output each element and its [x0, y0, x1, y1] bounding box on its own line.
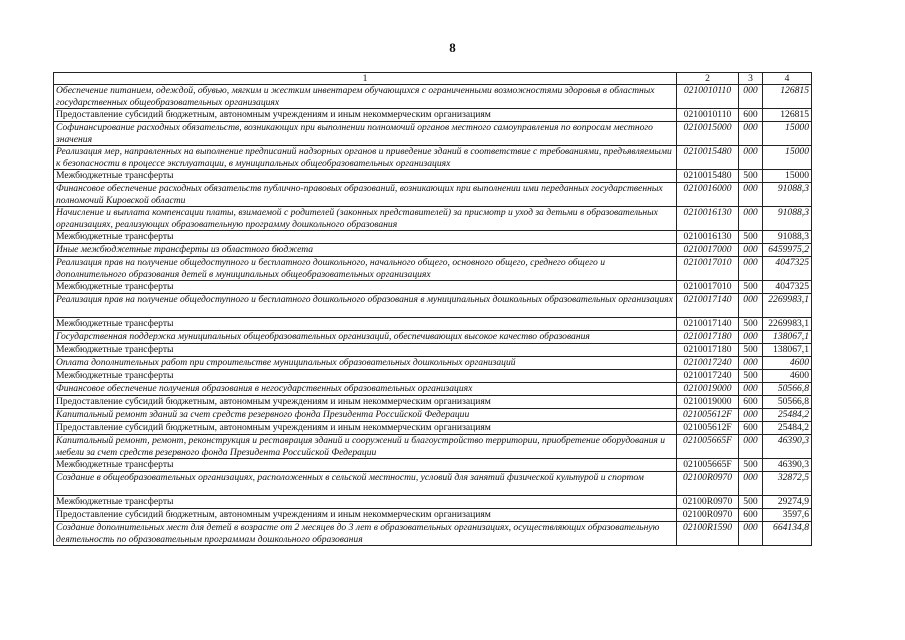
row-code-cell: 0210016130: [677, 231, 739, 244]
row-code-cell: 0210017180: [677, 344, 739, 357]
row-amount-cell: 29274,9: [763, 496, 812, 509]
row-code-cell: 021005665F: [677, 459, 739, 472]
row-name-cell: Реализация прав на получение общедоступного и бесплатного дошкольного, начального общего, основного общего, среднего общего и дополнительного образования детей в муниципальных общеобразовательных организациях: [54, 257, 677, 281]
row-amount-cell: 664134,8: [763, 522, 812, 546]
row-code-cell: 0210017010: [677, 257, 739, 281]
row-code-cell: 021005665F: [677, 435, 739, 459]
row-name-cell: Начисление и выплата компенсации платы, взимаемой с родителей (законных представителей) за присмотр и уход за детьми в образовательных организациях, реализующих образовательную программу дошкольного образования: [54, 207, 677, 231]
row-type-cell: 600: [739, 396, 763, 409]
row-name-cell: Межбюджетные трансферты: [54, 231, 677, 244]
row-type-cell: 500: [739, 318, 763, 331]
budget-table: [53, 72, 812, 546]
table-row: [54, 183, 812, 207]
row-code-cell: 02100R1590: [677, 522, 739, 546]
row-amount-cell: 46390,3: [763, 435, 812, 459]
row-amount-cell: 15000: [763, 122, 812, 146]
table-row: [54, 357, 812, 370]
row-name-cell: Межбюджетные трансферты: [54, 318, 677, 331]
row-name-cell: Иные межбюджетные трансферты из областного бюджета: [54, 244, 677, 257]
row-name-cell: Софинансирование расходных обязательств, возникающих при выполнении полномочий органов местного самоуправления по вопросам местного значения: [54, 122, 677, 146]
row-code-cell: 021005612F: [677, 409, 739, 422]
row-code-cell: 021005612F: [677, 422, 739, 435]
row-type-cell: 000: [739, 472, 763, 496]
row-type-cell: 000: [739, 183, 763, 207]
row-code-cell: 0210019000: [677, 383, 739, 396]
table-row: [54, 85, 812, 109]
row-amount-cell: 91088,3: [763, 183, 812, 207]
table-row: [54, 122, 812, 146]
row-code-cell: 0210015480: [677, 146, 739, 170]
table-row: [54, 318, 812, 331]
row-type-cell: 000: [739, 409, 763, 422]
row-code-cell: 0210015480: [677, 170, 739, 183]
row-name-cell: Создание дополнительных мест для детей в возрасте от 2 месяцев до 3 лет в образовательных организациях, осуществляющих образовательную деятельность по образовательным программам дошкольного образования: [54, 522, 677, 546]
row-code-cell: 0210017180: [677, 331, 739, 344]
row-name-cell: Создание в общеобразовательных организациях, расположенных в сельской местности, условий для занятий физической культурой и спортом: [54, 472, 677, 496]
table-row: [54, 231, 812, 244]
row-type-cell: 000: [739, 257, 763, 281]
column-header-name: 1: [54, 73, 677, 85]
row-name-cell: Межбюджетные трансферты: [54, 170, 677, 183]
row-amount-cell: 2269983,1: [763, 318, 812, 331]
row-name-cell: Реализация мер, направленных на выполнение предписаний надзорных органов и приведение зданий в соответствие с требованиями, предъявляемыми к безопасности в процессе эксплуатации, в муниципальных общеобразовательных организациях: [54, 146, 677, 170]
row-type-cell: 000: [739, 122, 763, 146]
row-amount-cell: 25484,2: [763, 409, 812, 422]
row-code-cell: 02100R0970: [677, 509, 739, 522]
row-amount-cell: 3597,6: [763, 509, 812, 522]
row-type-cell: 000: [739, 146, 763, 170]
row-type-cell: 500: [739, 496, 763, 509]
row-name-cell: Оплата дополнительных работ при строительстве муниципальных образовательных дошкольных организаций: [54, 357, 677, 370]
table-row: [54, 409, 812, 422]
row-name-cell: Капитальный ремонт зданий за счет средств резервного фонда Президента Российской Федерации: [54, 409, 677, 422]
row-name-cell: Обеспечение питанием, одеждой, обувью, мягким и жестким инвентарем обучающихся с ограниченными возможностями здоровья в областных государственных общеобразовательных организациях: [54, 85, 677, 109]
row-type-cell: 500: [739, 170, 763, 183]
row-amount-cell: 138067,1: [763, 331, 812, 344]
row-amount-cell: 126815: [763, 85, 812, 109]
table-row: [54, 422, 812, 435]
row-code-cell: 0210019000: [677, 396, 739, 409]
row-type-cell: 500: [739, 459, 763, 472]
row-type-cell: 000: [739, 244, 763, 257]
row-type-cell: 500: [739, 344, 763, 357]
row-name-cell: Межбюджетные трансферты: [54, 496, 677, 509]
table-row: [54, 170, 812, 183]
row-code-cell: 0210016000: [677, 183, 739, 207]
row-type-cell: 500: [739, 231, 763, 244]
row-name-cell: Реализация прав на получение общедоступного и бесплатного дошкольного образования в муниципальных дошкольных образовательных организациях: [54, 294, 677, 318]
row-name-cell: Государственная поддержка муниципальных общеобразовательных организаций, обеспечивающих высокое качество образования: [54, 331, 677, 344]
column-header-code: 2: [677, 73, 739, 85]
table-row: [54, 522, 812, 546]
row-amount-cell: 91088,3: [763, 231, 812, 244]
row-type-cell: 600: [739, 109, 763, 122]
row-type-cell: 000: [739, 383, 763, 396]
row-code-cell: 0210010110: [677, 85, 739, 109]
row-code-cell: 0210010110: [677, 109, 739, 122]
row-type-cell: 500: [739, 370, 763, 383]
table-row: [54, 331, 812, 344]
table-row: [54, 383, 812, 396]
row-name-cell: Межбюджетные трансферты: [54, 459, 677, 472]
row-type-cell: 000: [739, 294, 763, 318]
row-code-cell: 0210015000: [677, 122, 739, 146]
row-amount-cell: 6459975,2: [763, 244, 812, 257]
row-code-cell: 0210016130: [677, 207, 739, 231]
row-type-cell: 000: [739, 522, 763, 546]
row-code-cell: 0210017240: [677, 357, 739, 370]
row-name-cell: Предоставление субсидий бюджетным, автономным учреждениям и иным некоммерческим организациям: [54, 109, 677, 122]
row-amount-cell: 50566,8: [763, 383, 812, 396]
table-row: [54, 109, 812, 122]
row-type-cell: 000: [739, 331, 763, 344]
row-code-cell: 02100R0970: [677, 496, 739, 509]
row-type-cell: 600: [739, 422, 763, 435]
table-header-row: [54, 73, 812, 85]
page-number: 8: [449, 40, 456, 55]
row-name-cell: Предоставление субсидий бюджетным, автономным учреждениям и иным некоммерческим организациям: [54, 422, 677, 435]
row-type-cell: 000: [739, 357, 763, 370]
table-row: [54, 435, 812, 459]
row-name-cell: Межбюджетные трансферты: [54, 370, 677, 383]
row-name-cell: Межбюджетные трансферты: [54, 281, 677, 294]
row-name-cell: Финансовое обеспечение получения образования в негосударственных образовательных организациях: [54, 383, 677, 396]
row-amount-cell: 15000: [763, 170, 812, 183]
row-code-cell: 0210017140: [677, 294, 739, 318]
row-code-cell: 0210017010: [677, 281, 739, 294]
row-type-cell: 000: [739, 85, 763, 109]
table-row: [54, 459, 812, 472]
row-code-cell: 0210017240: [677, 370, 739, 383]
table-body: [54, 85, 812, 546]
row-amount-cell: 32872,5: [763, 472, 812, 496]
row-code-cell: 0210017140: [677, 318, 739, 331]
table-row: [54, 257, 812, 281]
row-name-cell: Предоставление субсидий бюджетным, автономным учреждениям и иным некоммерческим организациям: [54, 509, 677, 522]
column-header-type: 3: [739, 73, 763, 85]
row-code-cell: 02100R0970: [677, 472, 739, 496]
row-type-cell: 000: [739, 207, 763, 231]
table-row: [54, 244, 812, 257]
table-row: [54, 370, 812, 383]
table-row: [54, 496, 812, 509]
column-header-amount: 4: [763, 73, 812, 85]
table-row: [54, 281, 812, 294]
row-amount-cell: 4047325: [763, 281, 812, 294]
row-amount-cell: 4047325: [763, 257, 812, 281]
table-row: [54, 472, 812, 496]
row-type-cell: 600: [739, 509, 763, 522]
row-name-cell: Межбюджетные трансферты: [54, 344, 677, 357]
row-amount-cell: 4600: [763, 370, 812, 383]
row-amount-cell: 25484,2: [763, 422, 812, 435]
row-name-cell: Предоставление субсидий бюджетным, автономным учреждениям и иным некоммерческим организациям: [54, 396, 677, 409]
row-amount-cell: 126815: [763, 109, 812, 122]
row-type-cell: 500: [739, 281, 763, 294]
row-type-cell: 000: [739, 435, 763, 459]
row-amount-cell: 2269983,1: [763, 294, 812, 318]
table-row: [54, 146, 812, 170]
table-row: [54, 396, 812, 409]
row-amount-cell: 4600: [763, 357, 812, 370]
row-name-cell: Финансовое обеспечение расходных обязательств публично-правовых образований, возникающих при выполнении ими переданных государственных полномочий Кировской области: [54, 183, 677, 207]
row-amount-cell: 138067,1: [763, 344, 812, 357]
row-amount-cell: 46390,3: [763, 459, 812, 472]
row-amount-cell: 15000: [763, 146, 812, 170]
row-name-cell: Капитальный ремонт, ремонт, реконструкция и реставрация зданий и сооружений и благоустройство территории, приобретение оборудования и мебели за счет средств резервного фонда Президента Российской Федерации: [54, 435, 677, 459]
table-row: [54, 207, 812, 231]
table-row: [54, 509, 812, 522]
table-row: [54, 344, 812, 357]
row-amount-cell: 50566,8: [763, 396, 812, 409]
row-amount-cell: 91088,3: [763, 207, 812, 231]
table-row: [54, 294, 812, 318]
row-code-cell: 0210017000: [677, 244, 739, 257]
